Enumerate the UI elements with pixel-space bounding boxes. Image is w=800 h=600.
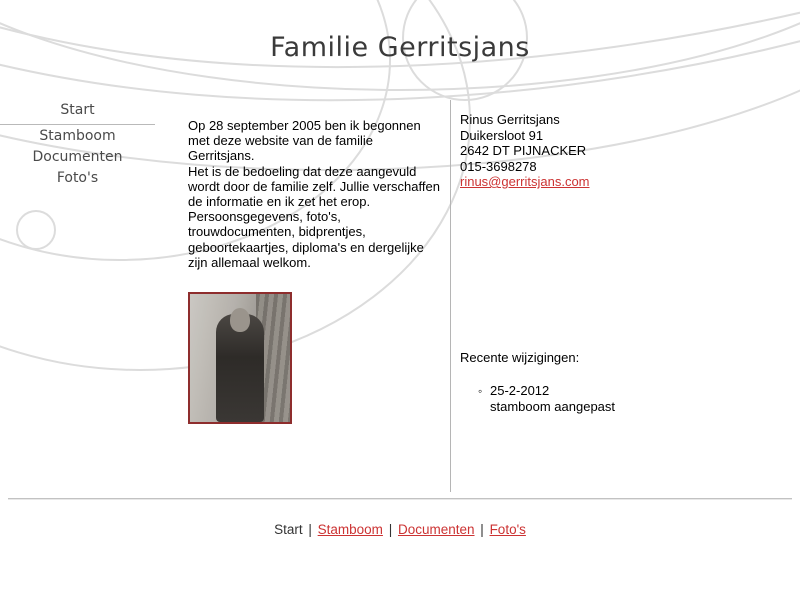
page-title: Familie Gerritsjans — [270, 32, 530, 63]
photo-head — [230, 308, 250, 332]
footer-separator-1: | — [308, 522, 312, 537]
footer-separator-2: | — [388, 522, 393, 537]
contact-street: Duikersloot 91 — [460, 127, 544, 143]
recent-changes-title: Recente wijzigingen: — [460, 349, 580, 365]
intro-text-column — [188, 118, 441, 424]
contact-name: Rinus Gerritsjans — [460, 112, 560, 127]
footer-divider — [8, 498, 792, 500]
contact-block — [460, 112, 780, 190]
contact-phone: 015-3698278 — [460, 158, 537, 174]
nav-item-fotos[interactable]: Foto's — [56, 170, 99, 186]
sidebar-right — [460, 112, 780, 415]
nav-item-stamboom[interactable]: Stamboom — [39, 128, 116, 144]
nav-item-documenten[interactable]: Documenten — [32, 149, 123, 165]
footer-link-start[interactable]: Start — [274, 522, 303, 537]
contact-city: 2642 DT PIJNACKER — [460, 143, 587, 158]
footer-separator-3: | — [480, 522, 484, 537]
footer-navigation — [0, 522, 800, 537]
change-date: 25-2-2012 — [490, 383, 550, 398]
portrait-photo — [188, 292, 292, 424]
column-divider — [450, 100, 451, 492]
intro-paragraph-2: Het is de bedoeling dat deze aangevuld wordt door de familie zelf. Jullie verschaffen de informatie en ik zet het erop. Persoonsgegevens, foto's, trouwdocumenten, bidprentjes, geboortekaartjes, diploma's en dergelijke zijn allemaal welkom. — [188, 163, 440, 270]
footer-link-fotos[interactable]: Foto's — [489, 522, 526, 537]
intro-paragraph-1: Op 28 september 2005 ben ik begonnen met deze website van de familie Gerritsjans. — [188, 118, 421, 164]
nav-item-start[interactable]: Start — [0, 100, 155, 125]
footer-link-stamboom[interactable]: Stamboom — [317, 522, 383, 537]
recent-changes-list — [460, 383, 780, 415]
footer-link-documenten[interactable]: Documenten — [397, 522, 475, 537]
list-item — [490, 383, 780, 415]
change-text: stamboom aangepast — [490, 399, 616, 414]
main-navigation — [0, 100, 155, 189]
contact-email-link[interactable]: rinus@gerritsjans.com — [460, 174, 590, 189]
